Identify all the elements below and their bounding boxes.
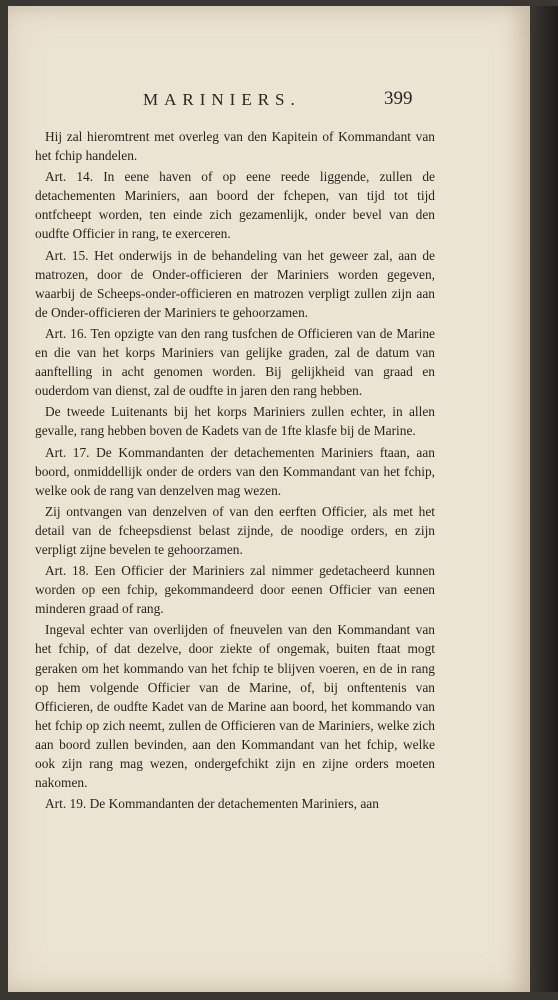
body-text	[35, 127, 435, 815]
paragraph: Zij ontvangen van denzelven of van den eerften Officier, als met het detail van de fcheepsdienst belast zijnde, de noodige orders, en zijn verpligt zijne bevelen te gehoorzamen.	[35, 503, 435, 557]
paragraph-art-18: Art. 18. Een Officier der Mariniers zal nimmer gedetacheerd kunnen worden op een fchip, gekommandeerd door eenen Officier van eenen minderen graad of rang.	[35, 563, 435, 617]
paragraph: De tweede Luitenants bij het korps Mariniers zullen echter, in allen gevalle, rang hebben boven de Kadets van de 1fte klasfe bij de Marine.	[35, 404, 435, 439]
book-page	[8, 6, 530, 992]
running-head	[8, 90, 530, 114]
paragraph: Ingeval echter van overlijden of fneuvelen van den Kommandant van het fchip, of dat dezelve, door ziekte of ongemak, buiten ftaat mogt geraken om het kommando van het fchip te blijven voeren, en de in rang op hem volgende Officier van de Marine, of, bij onftentenis van Officieren, de oudfte Kadet van de Marine aan boord, het kommando van het fchip op zich neemt, zullen de Officieren van de Mariniers, welke zich aan boord zullen bevinden, aan den Kommandant van het fchip, welke ook zijn rang mag wezen, ondergefchikt zijn en zijne orders moeten nakomen.	[35, 622, 435, 791]
page-edge-shadow	[530, 6, 558, 992]
page-number: 399	[384, 88, 413, 109]
paragraph-art-14: Art. 14. In eene haven of op eene reede liggende, zullen de detachementen Mariniers, aan boord der fchepen, van tijd tot tijd ontfcheept worden, ten einde zich gezamenlijk, onder bevel van den oudfte Officier in rang, te exerceren.	[35, 169, 435, 242]
running-title: MARINIERS.	[143, 90, 301, 109]
paragraph-art-16: Art. 16. Ten opzigte van den rang tusfchen de Officieren van de Marine en die van het korps Mariniers van gelijke graden, zal de datum van aanftelling in acht genomen worden. Bij gelijkheid van graad en ouderdom van dienst, zal de oudfte in jaren den rang hebben.	[35, 325, 435, 399]
paragraph: Hij zal hieromtrent met overleg van den Kapitein of Kommandant van het fchip handelen.	[35, 129, 435, 164]
paragraph-art-17: Art. 17. De Kommandanten der detachementen Mariniers ftaan, aan boord, onmiddellijk onder de orders van den Kommandant van het fchip, welke ook de rang van denzelven mag wezen.	[35, 444, 435, 498]
paragraph-art-15: Art. 15. Het onderwijs in de behandeling van het geweer zal, aan de matrozen, door de Onder-officieren der Mariniers worden gegeven, waarbij de Scheeps-onder-officieren en matrozen verpligt zullen zijn aan de Onder-officieren der Mariniers te gehoorzamen.	[35, 247, 435, 320]
paragraph-art-19: Art. 19. De Kommandanten der detachementen Mariniers, aan	[45, 796, 379, 812]
